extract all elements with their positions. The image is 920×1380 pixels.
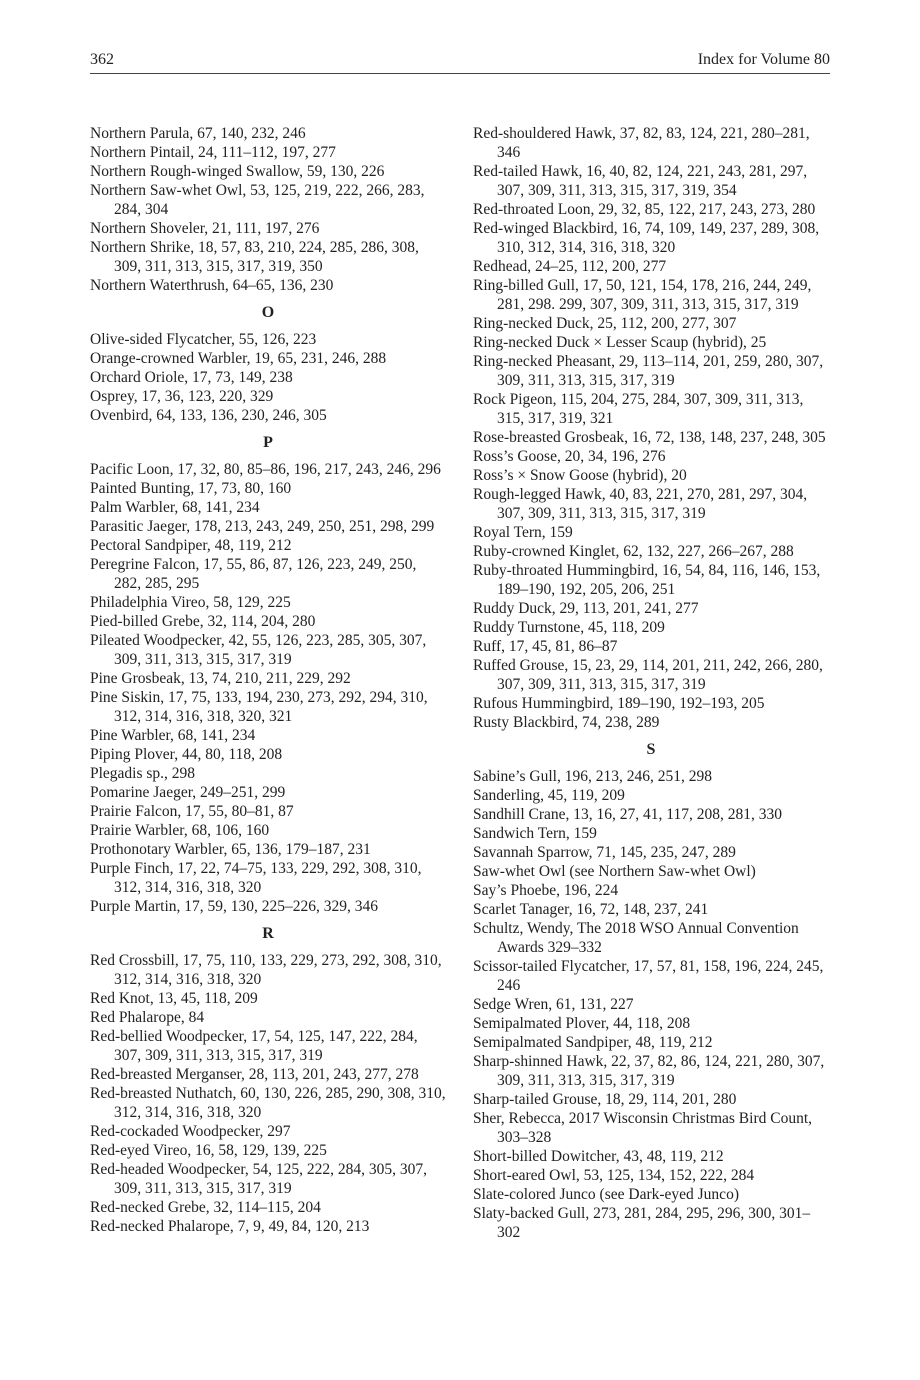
index-entry: Pine Warbler, 68, 141, 234 <box>90 727 256 744</box>
index-entry: Ring-billed Gull, 17, 50, 121, 154, 178, 216, 244, 249, 281, 298. 299, 307, 309, 311, 313, 315, 317, 319 <box>473 277 812 313</box>
index-entry: Redhead, 24–25, 112, 200, 277 <box>473 258 667 275</box>
index-entry: Rusty Blackbird, 74, 238, 289 <box>473 714 660 731</box>
index-entry: Red-necked Phalarope, 7, 9, 49, 84, 120, 213 <box>90 1218 370 1235</box>
index-entry: Sandwich Tern, 159 <box>473 825 597 842</box>
index-entry: Scissor-tailed Flycatcher, 17, 57, 81, 158, 196, 224, 245, 246 <box>473 958 824 994</box>
index-entry: Pacific Loon, 17, 32, 80, 85–86, 196, 217, 243, 246, 296 <box>90 461 441 478</box>
index-entry: Prairie Falcon, 17, 55, 80–81, 87 <box>90 803 294 820</box>
index-entry: Northern Waterthrush, 64–65, 136, 230 <box>90 277 334 294</box>
index-entry: Semipalmated Plover, 44, 118, 208 <box>473 1015 691 1032</box>
index-entry: Parasitic Jaeger, 178, 213, 243, 249, 250, 251, 298, 299 <box>90 518 435 535</box>
section-letter: P <box>263 434 273 451</box>
index-entry: Red-throated Loon, 29, 32, 85, 122, 217, 243, 273, 280 <box>473 201 816 218</box>
index-entry: Short-billed Dowitcher, 43, 48, 119, 212 <box>473 1148 724 1165</box>
index-entry: Red-winged Blackbird, 16, 74, 109, 149, 237, 289, 308, 310, 312, 314, 316, 318, 320 <box>473 220 820 256</box>
index-entry: Schultz, Wendy, The 2018 WSO Annual Convention Awards 329–332 <box>473 920 799 956</box>
index-entry: Red-necked Grebe, 32, 114–115, 204 <box>90 1199 321 1216</box>
index-entry: Ross’s Goose, 20, 34, 196, 276 <box>473 448 666 465</box>
index-entry: Ruffed Grouse, 15, 23, 29, 114, 201, 211, 242, 266, 280, 307, 309, 311, 313, 315, 317, 319 <box>473 657 823 693</box>
index-entry: Prairie Warbler, 68, 106, 160 <box>90 822 270 839</box>
index-entry: Sher, Rebecca, 2017 Wisconsin Christmas Bird Count, 303–328 <box>473 1110 813 1146</box>
index-entry: Olive-sided Flycatcher, 55, 126, 223 <box>90 331 317 348</box>
index-entry: Northern Shoveler, 21, 111, 197, 276 <box>90 220 320 237</box>
index-entry: Ruff, 17, 45, 81, 86–87 <box>473 638 618 655</box>
index-entry: Ovenbird, 64, 133, 136, 230, 246, 305 <box>90 407 327 424</box>
index-entry: Ring-necked Duck × Lesser Scaup (hybrid), 25 <box>473 334 767 351</box>
index-entry: Prothonotary Warbler, 65, 136, 179–187, 231 <box>90 841 371 858</box>
index-entry: Red-tailed Hawk, 16, 40, 82, 124, 221, 243, 281, 297, 307, 309, 311, 313, 315, 317, 319, 354 <box>473 163 808 199</box>
index-entry: Saw-whet Owl (see Northern Saw-whet Owl) <box>473 863 756 880</box>
section-letter: O <box>261 304 275 321</box>
index-entry: Purple Martin, 17, 59, 130, 225–226, 329, 346 <box>90 898 379 915</box>
index-entry: Scarlet Tanager, 16, 72, 148, 237, 241 <box>473 901 709 918</box>
index-entry: Northern Saw-whet Owl, 53, 125, 219, 222, 266, 283, 284, 304 <box>90 182 425 218</box>
index-entry: Red Knot, 13, 45, 118, 209 <box>90 990 258 1007</box>
index-entry: Rock Pigeon, 115, 204, 275, 284, 307, 309, 311, 313, 315, 317, 319, 321 <box>473 391 804 427</box>
index-entry: Red-eyed Vireo, 16, 58, 129, 139, 225 <box>90 1142 327 1159</box>
index-entry: Northern Pintail, 24, 111–112, 197, 277 <box>90 144 336 161</box>
page-header <box>90 50 830 74</box>
section-letter: R <box>262 925 274 942</box>
index-entry: Orange-crowned Warbler, 19, 65, 231, 246, 288 <box>90 350 387 367</box>
index-entry: Red-breasted Nuthatch, 60, 130, 226, 285, 290, 308, 310, 312, 314, 316, 318, 320 <box>90 1085 446 1121</box>
index-entry: Red-headed Woodpecker, 54, 125, 222, 284, 305, 307, 309, 311, 313, 315, 317, 319 <box>90 1161 428 1197</box>
index-entry: Red Crossbill, 17, 75, 110, 133, 229, 273, 292, 308, 310, 312, 314, 316, 318, 320 <box>90 952 442 988</box>
index-entry: Short-eared Owl, 53, 125, 134, 152, 222, 284 <box>473 1167 755 1184</box>
index-entry: Sabine’s Gull, 196, 213, 246, 251, 298 <box>473 768 712 785</box>
index-entry: Sandhill Crane, 13, 16, 27, 41, 117, 208, 281, 330 <box>473 806 782 823</box>
index-entry: Sharp-tailed Grouse, 18, 29, 114, 201, 280 <box>473 1091 737 1108</box>
index-entry: Red-shouldered Hawk, 37, 82, 83, 124, 221, 280–281, 346 <box>473 125 810 161</box>
index-entry: Plegadis sp., 298 <box>90 765 196 782</box>
index-entry: Orchard Oriole, 17, 73, 149, 238 <box>90 369 293 386</box>
index-entry: Ring-necked Pheasant, 29, 113–114, 201, 259, 280, 307, 309, 311, 313, 315, 317, 319 <box>473 353 824 389</box>
index-entry: Piping Plover, 44, 80, 118, 208 <box>90 746 283 763</box>
index-entry: Rose-breasted Grosbeak, 16, 72, 138, 148, 237, 248, 305 <box>473 429 826 446</box>
index-column-left <box>90 124 446 1236</box>
index-entry: Pomarine Jaeger, 249–251, 299 <box>90 784 286 801</box>
index-entry: Ring-necked Duck, 25, 112, 200, 277, 307 <box>473 315 737 332</box>
index-entry: Ruddy Turnstone, 45, 118, 209 <box>473 619 665 636</box>
index-entry: Painted Bunting, 17, 73, 80, 160 <box>90 480 292 497</box>
index-entry: Rough-legged Hawk, 40, 83, 221, 270, 281, 297, 304, 307, 309, 311, 313, 315, 317, 319 <box>473 486 808 522</box>
index-entry: Ruby-throated Hummingbird, 16, 54, 84, 116, 146, 153, 189–190, 192, 205, 206, 251 <box>473 562 821 598</box>
index-entry: Royal Tern, 159 <box>473 524 573 541</box>
index-entry: Palm Warbler, 68, 141, 234 <box>90 499 260 516</box>
index-entry: Philadelphia Vireo, 58, 129, 225 <box>90 594 291 611</box>
index-entry: Sharp-shinned Hawk, 22, 37, 82, 86, 124, 221, 280, 307, 309, 311, 313, 315, 317, 319 <box>473 1053 825 1089</box>
index-entry: Slaty-backed Gull, 273, 281, 284, 295, 296, 300, 301–302 <box>473 1205 811 1241</box>
index-entry: Northern Shrike, 18, 57, 83, 210, 224, 285, 286, 308, 309, 311, 313, 315, 317, 319, 350 <box>90 239 419 275</box>
index-entry: Sanderling, 45, 119, 209 <box>473 787 625 804</box>
index-entry: Semipalmated Sandpiper, 48, 119, 212 <box>473 1034 713 1051</box>
index-entry: Sedge Wren, 61, 131, 227 <box>473 996 634 1013</box>
index-entry: Osprey, 17, 36, 123, 220, 329 <box>90 388 274 405</box>
index-entry: Rufous Hummingbird, 189–190, 192–193, 205 <box>473 695 765 712</box>
index-entry: Pectoral Sandpiper, 48, 119, 212 <box>90 537 292 554</box>
index-entry: Slate-colored Junco (see Dark-eyed Junco) <box>473 1186 739 1203</box>
index-entry: Red Phalarope, 84 <box>90 1009 205 1026</box>
index-entry: Ruddy Duck, 29, 113, 201, 241, 277 <box>473 600 699 617</box>
index-entry: Pine Siskin, 17, 75, 133, 194, 230, 273, 292, 294, 310, 312, 314, 316, 318, 320, 321 <box>90 689 428 725</box>
index-column-right <box>473 124 829 1242</box>
index-entry: Northern Rough-winged Swallow, 59, 130, 226 <box>90 163 385 180</box>
index-entry: Red-bellied Woodpecker, 17, 54, 125, 147, 222, 284, 307, 309, 311, 313, 315, 317, 319 <box>90 1028 418 1064</box>
running-title: Index for Volume 80 <box>697 51 830 68</box>
index-entry: Pied-billed Grebe, 32, 114, 204, 280 <box>90 613 316 630</box>
index-entry: Pileated Woodpecker, 42, 55, 126, 223, 285, 305, 307, 309, 311, 313, 315, 317, 319 <box>90 632 427 668</box>
index-entry: Northern Parula, 67, 140, 232, 246 <box>90 125 306 142</box>
index-entry: Purple Finch, 17, 22, 74–75, 133, 229, 292, 308, 310, 312, 314, 316, 318, 320 <box>90 860 422 896</box>
index-entry: Red-cockaded Woodpecker, 297 <box>90 1123 291 1140</box>
index-entry: Say’s Phoebe, 196, 224 <box>473 882 619 899</box>
index-entry: Ross’s × Snow Goose (hybrid), 20 <box>473 467 687 484</box>
index-entry: Ruby-crowned Kinglet, 62, 132, 227, 266–267, 288 <box>473 543 794 560</box>
header-rule <box>90 73 830 74</box>
index-entry: Peregrine Falcon, 17, 55, 86, 87, 126, 223, 249, 250, 282, 285, 295 <box>90 556 417 592</box>
index-entry: Red-breasted Merganser, 28, 113, 201, 243, 277, 278 <box>90 1066 419 1083</box>
page-number: 362 <box>90 51 114 68</box>
index-entry: Pine Grosbeak, 13, 74, 210, 211, 229, 292 <box>90 670 351 687</box>
index-entry: Savannah Sparrow, 71, 145, 235, 247, 289 <box>473 844 736 861</box>
section-letter: S <box>646 741 656 758</box>
